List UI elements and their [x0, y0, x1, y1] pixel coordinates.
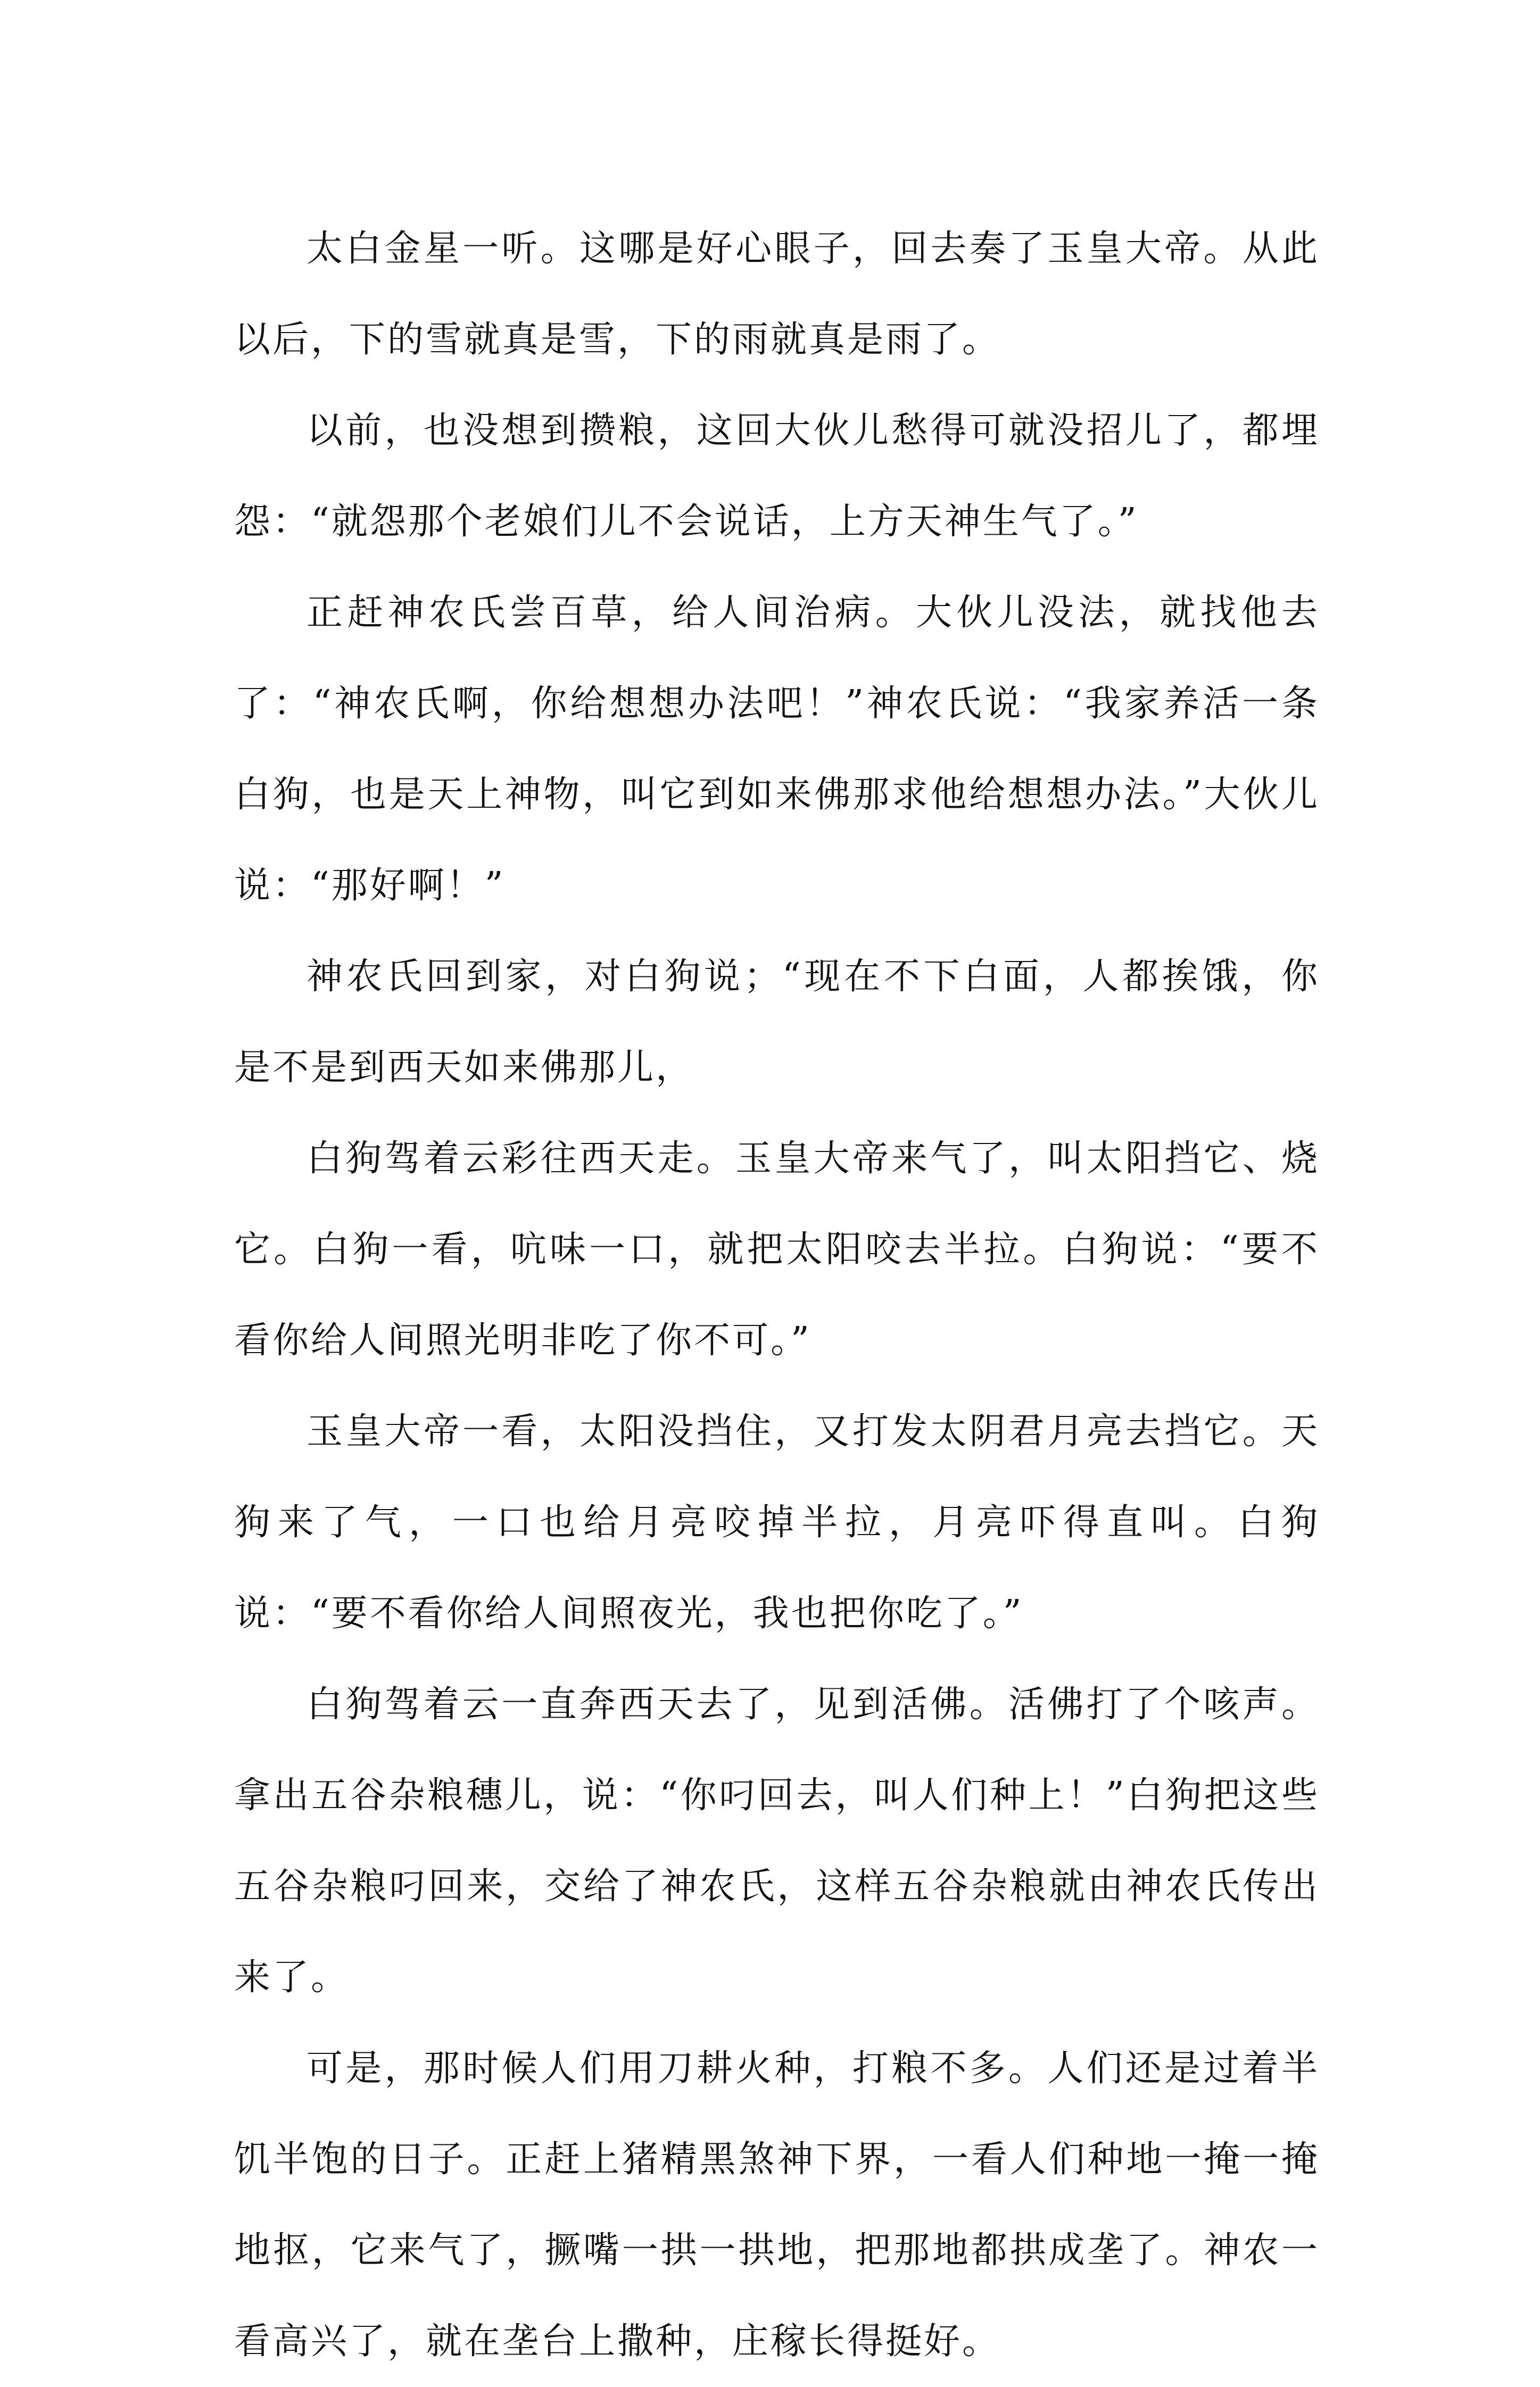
paragraph-2: 以前，也没想到攒粮，这回大伙儿愁得可就没招儿了，都埋怨：“就怨那个老娘们儿不会说话，上方天神生气了。” [234, 410, 1320, 543]
paragraph-7: 白狗驾着云一直奔西天去了，见到活佛。活佛打了个咳声。拿出五谷杂粮穗儿，说：“你叼回去，叫人们种上！”白狗把这些五谷杂粮叼回来，交给了神农氏，这样五谷杂粮就由神农氏传出来了。 [234, 1684, 1320, 1999]
paragraph-5: 白狗驾着云彩往西天走。玉皇大帝来气了，叫太阳挡它、烧它。白狗一看，吭味一口，就把太阳咬去半拉。白狗说：“要不看你给人间照光明非吃了你不可。” [234, 1138, 1320, 1362]
paragraph-4: 神农氏回到家，对白狗说；“现在不下白面，人都挨饿，你是不是到西天如来佛那儿， [234, 956, 1320, 1089]
paragraph-8: 可是，那时候人们用刀耕火种，打粮不多。人们还是过着半饥半饱的日子。正赶上猪精黑煞神下界，一看人们种地一掩一掩地抠，它来气了，撅嘴一拱一拱地，把那地都拱成垄了。神农一看高兴了，就在垄台上撒种，庄稼长得挺好。 [234, 2048, 1320, 2363]
paragraph-1: 太白金星一听。这哪是好心眼子，回去奏了玉皇大帝。从此以后，下的雪就真是雪，下的雨就真是雨了。 [234, 228, 1320, 361]
paragraph-6: 玉皇大帝一看，太阳没挡住，又打发太阴君月亮去挡它。天狗来了气，一口也给月亮咬掉半拉，月亮吓得直叫。白狗说：“要不看你给人间照夜光，我也把你吃了。” [234, 1411, 1320, 1635]
body-text [234, 203, 1320, 2387]
paragraph-3: 正赶神农氏尝百草，给人间治病。大伙儿没法，就找他去了：“神农氏啊，你给想想办法吧！”神农氏说：“我家养活一条白狗，也是天上神物，叫它到如来佛那求他给想想办法。”大伙儿说：“那好啊！” [234, 592, 1320, 907]
